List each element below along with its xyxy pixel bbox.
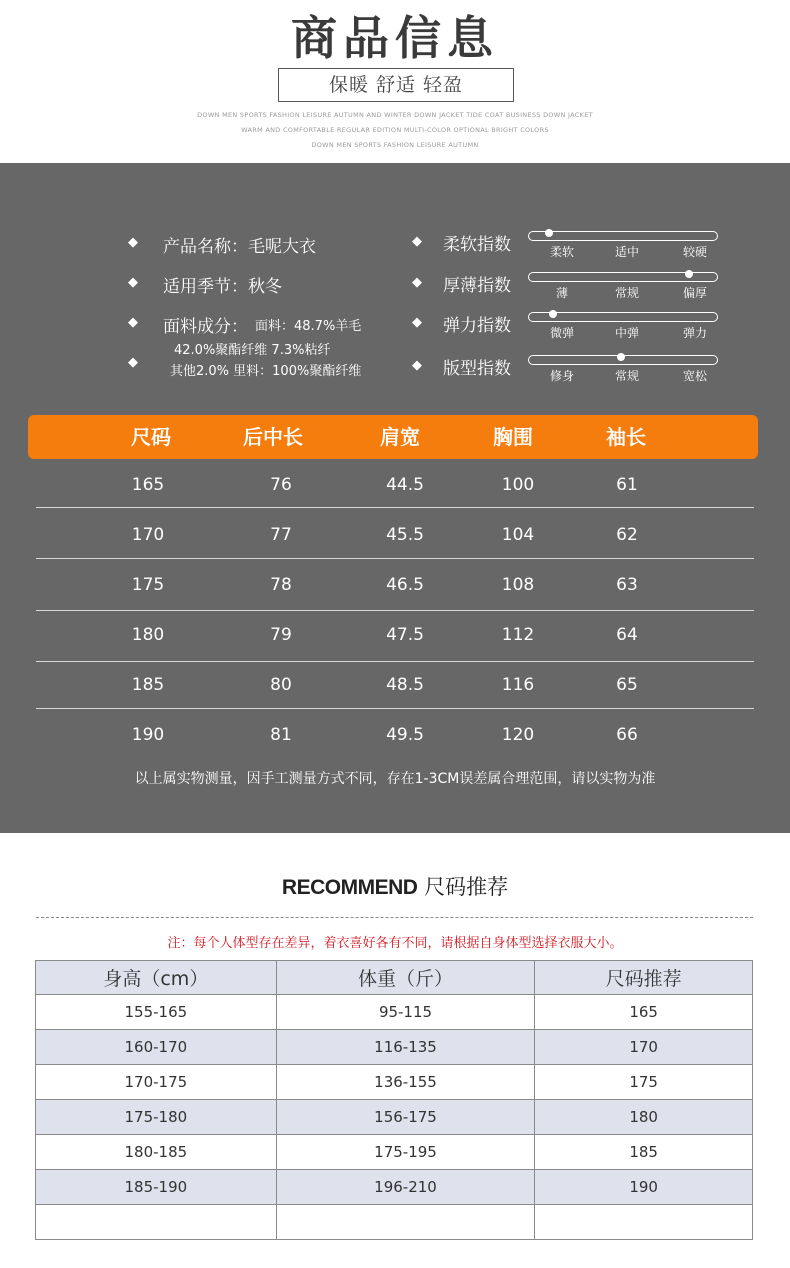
header-weight: 体重（斤） <box>276 961 535 995</box>
size-cell: 104 <box>501 525 535 545</box>
size-cell: 79 <box>270 625 292 645</box>
english-line-3: DOWN MEN SPORTS FASHION LEISURE AUTUMN <box>311 141 479 149</box>
product-season: 适用季节：秋冬 <box>163 277 282 297</box>
size-cell: 66 <box>616 725 638 745</box>
size-cell: 62 <box>616 525 638 545</box>
size-cell: 63 <box>616 575 638 595</box>
product-name: 产品名称：毛呢大衣 <box>163 237 316 257</box>
english-line-2: WARM AND COMFORTABLE REGULAR EDITION MULTI-COLOR OPTIONAL BRIGHT COLORS <box>241 126 549 134</box>
size-cell: 44.5 <box>386 475 424 495</box>
size-row <box>0 660 790 710</box>
size-cell: 108 <box>501 575 535 595</box>
recommend-row <box>36 1205 753 1240</box>
size-cell: 78 <box>270 575 292 595</box>
recommend-row <box>36 1030 753 1065</box>
index-scale-track <box>528 312 718 322</box>
size-cell: 46.5 <box>386 575 424 595</box>
recommend-table <box>35 960 753 1240</box>
index-label: 柔软指数 <box>443 235 511 255</box>
recommend-cell: 175-195 <box>276 1135 535 1170</box>
index-scale-track <box>528 355 718 365</box>
size-cell: 64 <box>616 625 638 645</box>
size-row <box>0 460 790 510</box>
material-line-1: 面料：48.7%羊毛 <box>255 319 362 334</box>
index-tick-label: 薄 <box>555 286 568 300</box>
recommend-cell: 155-165 <box>36 995 277 1030</box>
recommend-cell: 156-175 <box>276 1100 535 1135</box>
size-cell: 190 <box>131 725 165 745</box>
header-recommended-size: 尺码推荐 <box>535 961 753 995</box>
index-label: 厚薄指数 <box>443 276 511 296</box>
size-cell: 120 <box>501 725 535 745</box>
recommend-cell <box>36 1205 277 1240</box>
recommend-cell: 170-175 <box>36 1065 277 1100</box>
size-cell: 185 <box>131 675 165 695</box>
page-title: 商品信息 <box>291 11 499 65</box>
row-divider <box>36 558 754 559</box>
dashed-divider <box>36 917 753 918</box>
size-table-header <box>28 415 758 459</box>
recommend-cell: 175-180 <box>36 1100 277 1135</box>
size-cell: 49.5 <box>386 725 424 745</box>
index-scale-track <box>528 272 718 282</box>
header-back-length: 后中长 <box>243 425 303 449</box>
recommend-title-en: RECOMMEND <box>281 876 418 899</box>
index-tick-label: 宽松 <box>682 369 707 383</box>
header <box>0 0 790 163</box>
row-divider <box>36 507 754 508</box>
row-divider <box>36 708 754 709</box>
header-chest: 胸围 <box>493 425 533 449</box>
recommend-row <box>36 1100 753 1135</box>
index-level-dot <box>549 310 557 318</box>
recommend-cell: 160-170 <box>36 1030 277 1065</box>
size-row <box>0 560 790 610</box>
diamond-bullet-icon: ◆ <box>412 275 422 290</box>
index-tick-label: 中弹 <box>614 326 639 340</box>
index-tick-label: 适中 <box>614 245 639 259</box>
size-cell: 76 <box>270 475 292 495</box>
recommend-title <box>0 871 790 901</box>
size-cell: 116 <box>501 675 535 695</box>
size-cell: 112 <box>501 625 535 645</box>
recommend-cell: 196-210 <box>276 1170 535 1205</box>
recommend-cell: 185 <box>535 1135 753 1170</box>
index-tick-label: 偏厚 <box>682 286 707 300</box>
tagline-box: 保暖 舒适 轻盈 <box>278 68 514 102</box>
recommend-cell <box>535 1205 753 1240</box>
material-line-2: 42.0%聚酯纤维 7.3%粘纤 <box>174 343 331 358</box>
index-tick-label: 较硬 <box>682 245 707 259</box>
recommend-row <box>36 1170 753 1205</box>
index-label: 版型指数 <box>443 359 511 379</box>
diamond-bullet-icon: ◆ <box>128 235 138 250</box>
recommend-cell: 170 <box>535 1030 753 1065</box>
recommend-cell: 116-135 <box>276 1030 535 1065</box>
size-cell: 175 <box>131 575 165 595</box>
diamond-bullet-icon: ◆ <box>128 275 138 290</box>
header-sleeve: 袖长 <box>606 425 646 449</box>
size-cell: 47.5 <box>386 625 424 645</box>
recommend-cell: 136-155 <box>276 1065 535 1100</box>
size-row <box>0 710 790 760</box>
index-tick-label: 柔软 <box>549 245 574 259</box>
size-row <box>0 510 790 560</box>
index-level-dot <box>617 353 625 361</box>
size-cell: 80 <box>270 675 292 695</box>
index-label: 弹力指数 <box>443 316 511 336</box>
size-cell: 48.5 <box>386 675 424 695</box>
row-divider <box>36 610 754 611</box>
index-scale-track <box>528 231 718 241</box>
english-line-1: DOWN MEN SPORTS FASHION LEISURE AUTUMN AND WINTER DOWN JACKET TIDE COAT BUSINESS DOWN JACKET <box>197 111 593 119</box>
material-line-3: 其他2.0% 里料：100%聚酯纤维 <box>170 364 362 379</box>
recommend-row <box>36 1135 753 1170</box>
recommend-cell: 175 <box>535 1065 753 1100</box>
index-tick-label: 修身 <box>549 369 574 383</box>
header-shoulder: 肩宽 <box>380 425 420 449</box>
header-height: 身高（cm） <box>36 961 277 995</box>
index-tick-label: 常规 <box>614 369 639 383</box>
index-tick-label: 微弹 <box>549 326 574 340</box>
size-cell: 165 <box>131 475 165 495</box>
recommend-cell: 180-185 <box>36 1135 277 1170</box>
diamond-bullet-icon: ◆ <box>128 355 138 370</box>
size-cell: 77 <box>270 525 292 545</box>
recommend-cell: 185-190 <box>36 1170 277 1205</box>
diamond-bullet-icon: ◆ <box>128 315 138 330</box>
recommend-note: 注：每个人体型存在差异，着衣喜好各有不同，请根据自身体型选择衣服大小。 <box>167 936 623 951</box>
size-cell: 81 <box>270 725 292 745</box>
recommend-cell <box>276 1205 535 1240</box>
recommend-title-cn: 尺码推荐 <box>417 875 509 899</box>
size-cell: 180 <box>131 625 165 645</box>
diamond-bullet-icon: ◆ <box>412 234 422 249</box>
index-level-dot <box>545 229 553 237</box>
size-cell: 61 <box>616 475 638 495</box>
recommend-cell: 190 <box>535 1170 753 1205</box>
recommend-cell: 180 <box>535 1100 753 1135</box>
header-size: 尺码 <box>131 425 171 449</box>
size-cell: 65 <box>616 675 638 695</box>
size-row <box>0 610 790 660</box>
recommend-cell: 165 <box>535 995 753 1030</box>
size-cell: 170 <box>131 525 165 545</box>
diamond-bullet-icon: ◆ <box>412 315 422 330</box>
size-cell: 100 <box>501 475 535 495</box>
recommend-row <box>36 1065 753 1100</box>
recommend-header-row <box>36 961 753 995</box>
diamond-bullet-icon: ◆ <box>412 358 422 373</box>
index-tick-label: 常规 <box>614 286 639 300</box>
index-level-dot <box>685 270 693 278</box>
material-label: 面料成分： <box>163 317 248 337</box>
recommend-cell: 95-115 <box>276 995 535 1030</box>
size-cell: 45.5 <box>386 525 424 545</box>
index-tick-label: 弹力 <box>682 326 707 340</box>
measurement-note: 以上属实物测量，因手工测量方式不同，存在1-3CM误差属合理范围，请以实物为准 <box>134 771 656 787</box>
recommend-row <box>36 995 753 1030</box>
row-divider <box>36 661 754 662</box>
